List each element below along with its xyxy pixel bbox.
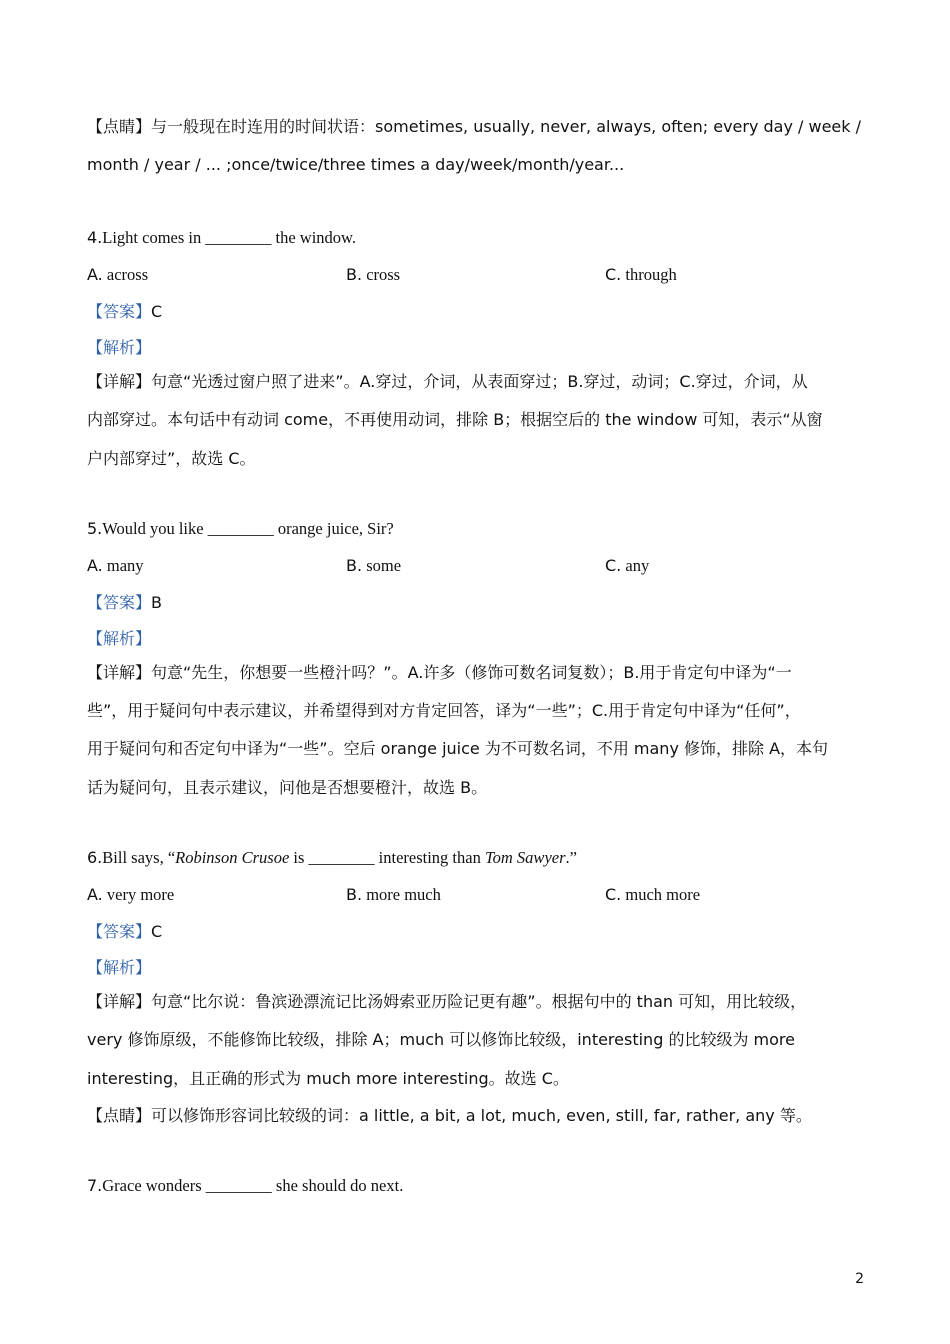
q4-detail-line-2: 内部穿过。本句话中有动词 come，不再使用动词，排除 B；根据空后的 the window 可知，表示“从窗 xyxy=(87,410,823,429)
q5-answer: 【答案】B xyxy=(87,593,162,612)
page-number: 2 xyxy=(855,1271,864,1287)
q4-detail-line-3: 户内部穿过”，故选 C。 xyxy=(87,449,256,468)
q4-analysis-label: 【解析】 xyxy=(87,338,152,357)
q4-answer: 【答案】C xyxy=(87,302,163,321)
question-4: 4.Light comes in ________ the window. xyxy=(87,228,357,247)
q6-analysis-label: 【解析】 xyxy=(87,958,152,977)
q6-tip: 【点睛】可以修饰形容词比较级的词：a little, a bit, a lot, much, even, still, far, rather, any 等。 xyxy=(87,1106,812,1125)
q5-option-a: A. many xyxy=(87,556,144,575)
q5-option-c: C. any xyxy=(605,556,650,575)
q6-detail-line-3: interesting，且正确的形式为 much more interesting。故选 C。 xyxy=(87,1069,569,1088)
q6-detail-line-2: very 修饰原级，不能修饰比较级，排除 A；much 可以修饰比较级，interesting 的比较级为 more xyxy=(87,1030,795,1049)
q4-option-a: A. across xyxy=(87,265,149,284)
q4-option-c: C. through xyxy=(605,265,677,284)
q6-option-a: A. very more xyxy=(87,885,175,904)
q6-detail-line-1: 【详解】句意“比尔说：鲁滨逊漂流记比汤姆索亚历险记更有趣”。根据句中的 than 可知，用比较级， xyxy=(87,992,807,1011)
tip-label: 【点睛】 xyxy=(87,117,152,136)
tip-line-1: 【点睛】与一般现在时连用的时间状语：sometimes, usually, never, always, often; every day / week / xyxy=(87,117,862,136)
q5-detail-line-1: 【详解】句意“先生，你想要一些橙汁吗？”。A.许多（修饰可数名词复数）；B.用于肯定句中译为“一 xyxy=(87,663,792,682)
question-7: 7.Grace wonders ________ she should do next. xyxy=(87,1176,404,1195)
q5-detail-line-2: 些”，用于疑问句中表示建议，并希望得到对方肯定回答，译为“一些”；C.用于肯定句中译为“任何”， xyxy=(87,701,801,720)
q5-detail-line-3: 用于疑问句和否定句中译为“一些”。空后 orange juice 为不可数名词，不用 many 修饰，排除 A，本句 xyxy=(87,739,829,758)
question-5: 5.Would you like ________ orange juice, Sir? xyxy=(87,519,394,538)
q6-answer: 【答案】C xyxy=(87,922,163,941)
tip-line-2: month / year / ... ;once/twice/three times a day/week/month/year... xyxy=(87,155,625,174)
q4-option-b: B. cross xyxy=(346,265,401,284)
q4-detail-line-1: 【详解】句意“光透过窗户照了进来”。A.穿过，介词，从表面穿过；B.穿过，动词；C.穿过，介词，从 xyxy=(87,372,808,391)
q5-option-b: B. some xyxy=(346,556,402,575)
q6-option-b: B. more much xyxy=(346,885,441,904)
question-6: 6.Bill says, “Robinson Crusoe is ________ interesting than Tom Sawyer.” xyxy=(87,848,577,867)
q5-analysis-label: 【解析】 xyxy=(87,629,152,648)
q6-option-c: C. much more xyxy=(605,885,701,904)
q5-detail-line-4: 话为疑问句，且表示建议，问他是否想要橙汁，故选 B。 xyxy=(87,778,488,797)
